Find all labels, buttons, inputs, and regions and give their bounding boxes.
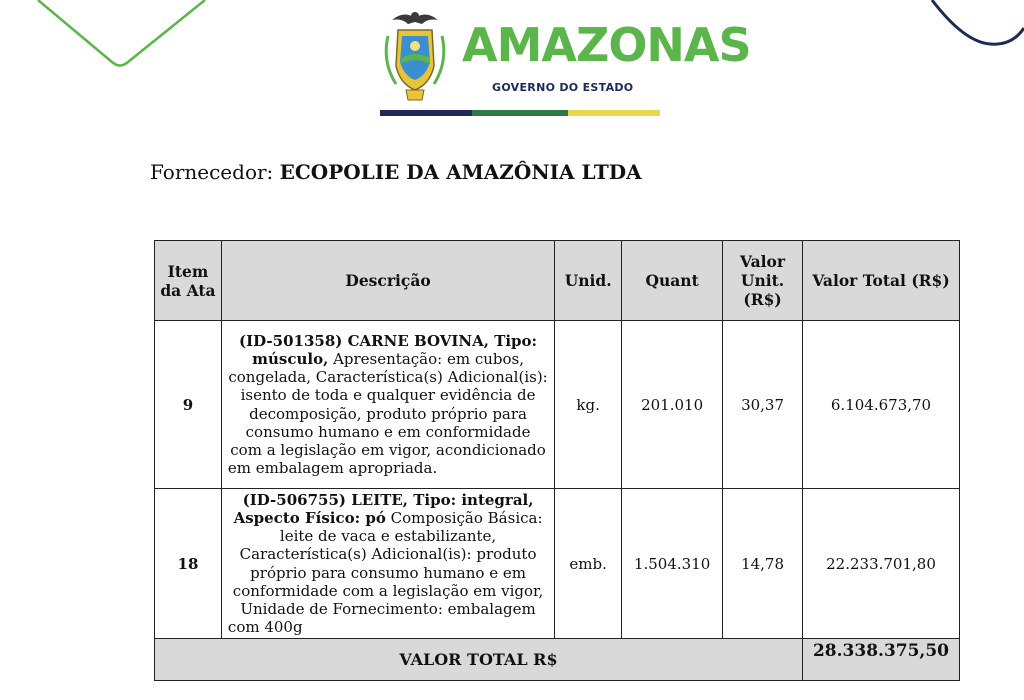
row-description-text: Apresentação: em cubos, congelada, Característica(s) Adicional(is): isento de toda e qualquer evidência de decomposição, produto próprio para consumo humano e em conformidade com a legislação em vigor, acondicionado em embalagem apropriada. xyxy=(227,349,548,478)
row-description-bold: (ID-506755) LEITE, Tipo: integral, Aspecto Físico: pó xyxy=(233,490,534,527)
header-unit-value: Valor Unit. (R$) xyxy=(723,241,803,321)
brand-stripe-green xyxy=(472,110,568,116)
row-item: 9 xyxy=(155,321,222,489)
row-item: 18 xyxy=(155,489,222,639)
items-table xyxy=(154,240,960,681)
row-unit-value: 14,78 xyxy=(723,489,803,639)
table-row xyxy=(155,489,960,639)
header-item: Item da Ata xyxy=(155,241,222,321)
row-unit: emb. xyxy=(555,489,622,639)
total-label: VALOR TOTAL R$ xyxy=(155,639,803,681)
row-total-value: 22.233.701,80 xyxy=(803,489,960,639)
brand-subtitle: GOVERNO DO ESTADO xyxy=(492,81,634,94)
table-row xyxy=(155,321,960,489)
row-total-value: 6.104.673,70 xyxy=(803,321,960,489)
decorative-curve-left xyxy=(0,0,220,80)
row-unit: kg. xyxy=(555,321,622,489)
total-value: 28.338.375,50 xyxy=(803,639,960,681)
supplier-label: Fornecedor: xyxy=(150,160,274,184)
header-unit: Unid. xyxy=(555,241,622,321)
row-description xyxy=(221,321,554,489)
decorative-curve-right xyxy=(914,0,1024,60)
total-row xyxy=(155,639,960,681)
header-total-value: Valor Total (R$) xyxy=(803,241,960,321)
row-unit-value: 30,37 xyxy=(723,321,803,489)
table-header-row xyxy=(155,241,960,321)
row-description-text: Composição Básica: leite de vaca e estabilizante, Característica(s) Adicional(is): produto próprio para consumo humano e em conformidade com a legislação em vigor, Unidade de Fornecimento: embalagem com 400g xyxy=(227,508,544,637)
header-logo xyxy=(378,6,751,118)
header-quantity: Quant xyxy=(622,241,723,321)
brand-title: AMAZONAS xyxy=(462,18,751,72)
supplier-name: ECOPOLIE DA AMAZÔNIA LTDA xyxy=(279,160,642,184)
brand-stripe-navy xyxy=(380,110,472,116)
header-description: Descrição xyxy=(221,241,554,321)
row-quantity: 201.010 xyxy=(622,321,723,489)
row-quantity: 1.504.310 xyxy=(622,489,723,639)
row-description-bold: (ID-501358) CARNE BOVINA, Tipo: músculo, xyxy=(239,331,538,368)
brand-stripe-yellow xyxy=(568,110,660,116)
supplier-line xyxy=(150,160,642,184)
row-description xyxy=(221,489,554,639)
state-crest-icon xyxy=(378,6,452,106)
